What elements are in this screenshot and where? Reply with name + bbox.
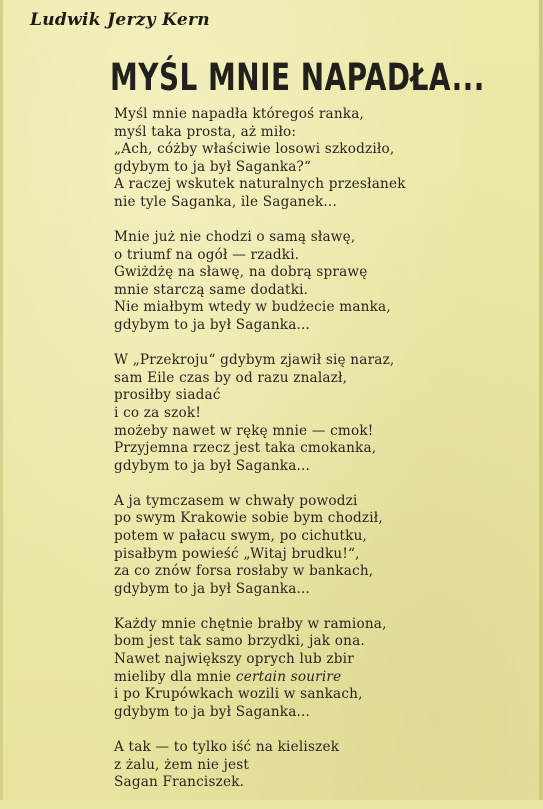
page-edge-left — [0, 0, 3, 800]
poem-line-mixed — [114, 669, 534, 687]
stanza-2 — [114, 229, 534, 335]
poem-line: z żalu, żem nie jest — [114, 756, 250, 773]
poem-line: A ja tymczasem w chwały powodzi — [114, 492, 358, 509]
poem-line: o triumf na ogół — rzadki. — [114, 246, 300, 263]
poem-line: po swym Krakowie sobie bym chodził, — [114, 510, 383, 527]
poem-body — [114, 106, 534, 809]
stanza-4 — [114, 493, 534, 599]
poem-line: W „Przekroju“ gdybym zjawił się naraz, — [114, 352, 395, 369]
poem-line: Mnie już nie chodzi o samą sławę, — [114, 229, 356, 246]
poem-line: gdybym to ja był Saganka... — [114, 317, 311, 334]
poem-line: i co za szok! — [114, 404, 201, 421]
author-name: Ludwik Jerzy Kern — [30, 10, 210, 30]
poem-line: Każdy mnie chętnie brałby w ramiona, — [114, 615, 387, 632]
poem-line: gdybym to ja był Saganka... — [114, 703, 311, 720]
stanza-6 — [114, 739, 534, 792]
page-edge-right — [539, 0, 543, 800]
poem-line: Nawet największy oprych lub zbir — [114, 651, 354, 668]
poem-line: za co znów forsa rosłaby w bankach, — [114, 563, 374, 580]
poem-line: Myśl mnie napadła któregoś ranka, — [114, 106, 365, 122]
poem-line: A raczej wskutek naturalnych przesłanek — [114, 176, 406, 193]
stanza-3 — [114, 352, 534, 475]
poem-line: mnie starczą same dodatki. — [114, 281, 309, 298]
poem-line: gdybym to ja był Saganka... — [114, 580, 311, 597]
poem-line: sam Eile czas by od razu znalazł, — [114, 369, 348, 386]
poem-line: i po Krupówkach wozili w sankach, — [114, 686, 363, 703]
poem-title: MYŚL MNIE NAPADŁA... — [110, 56, 485, 100]
poem-line: Przyjemna rzecz jest taka cmokanka, — [114, 440, 377, 457]
poem-line: Sagan Franciszek. — [114, 774, 245, 791]
poem-line-text: mieliby dla mnie — [114, 668, 236, 685]
poem-line: bom jest tak samo brzydki, jak ona. — [114, 633, 365, 650]
stanza-5 — [114, 616, 534, 722]
poem-line: pisałbym powieść „Witaj brudku!“, — [114, 545, 360, 562]
poem-line: Nie miałbym wtedy w budżecie manka, — [114, 299, 391, 316]
poem-line: nie tyle Saganka, ile Saganek... — [114, 193, 337, 210]
poem-line: możeby nawet w rękę mnie — cmok! — [114, 422, 374, 439]
poem-line: gdybym to ja był Saganka... — [114, 457, 311, 474]
poem-line: gdybym to ja był Saganka?“ — [114, 158, 312, 175]
poem-line: „Ach, cóżby właściwie losowi szkodziło, — [114, 141, 395, 158]
poem-line-italic-phrase: certain sourire — [235, 668, 342, 685]
stanza-1 — [114, 106, 534, 212]
poem-line: prosiłby siadać — [114, 387, 221, 404]
poem-line: A tak — to tylko iść na kieliszek — [114, 738, 340, 755]
poem-line: potem w pałacu swym, po cichutku, — [114, 527, 368, 544]
poem-line: myśl taka prosta, aż miło: — [114, 123, 297, 140]
poem-line: Gwiżdżę na sławę, na dobrą sprawę — [114, 264, 368, 281]
